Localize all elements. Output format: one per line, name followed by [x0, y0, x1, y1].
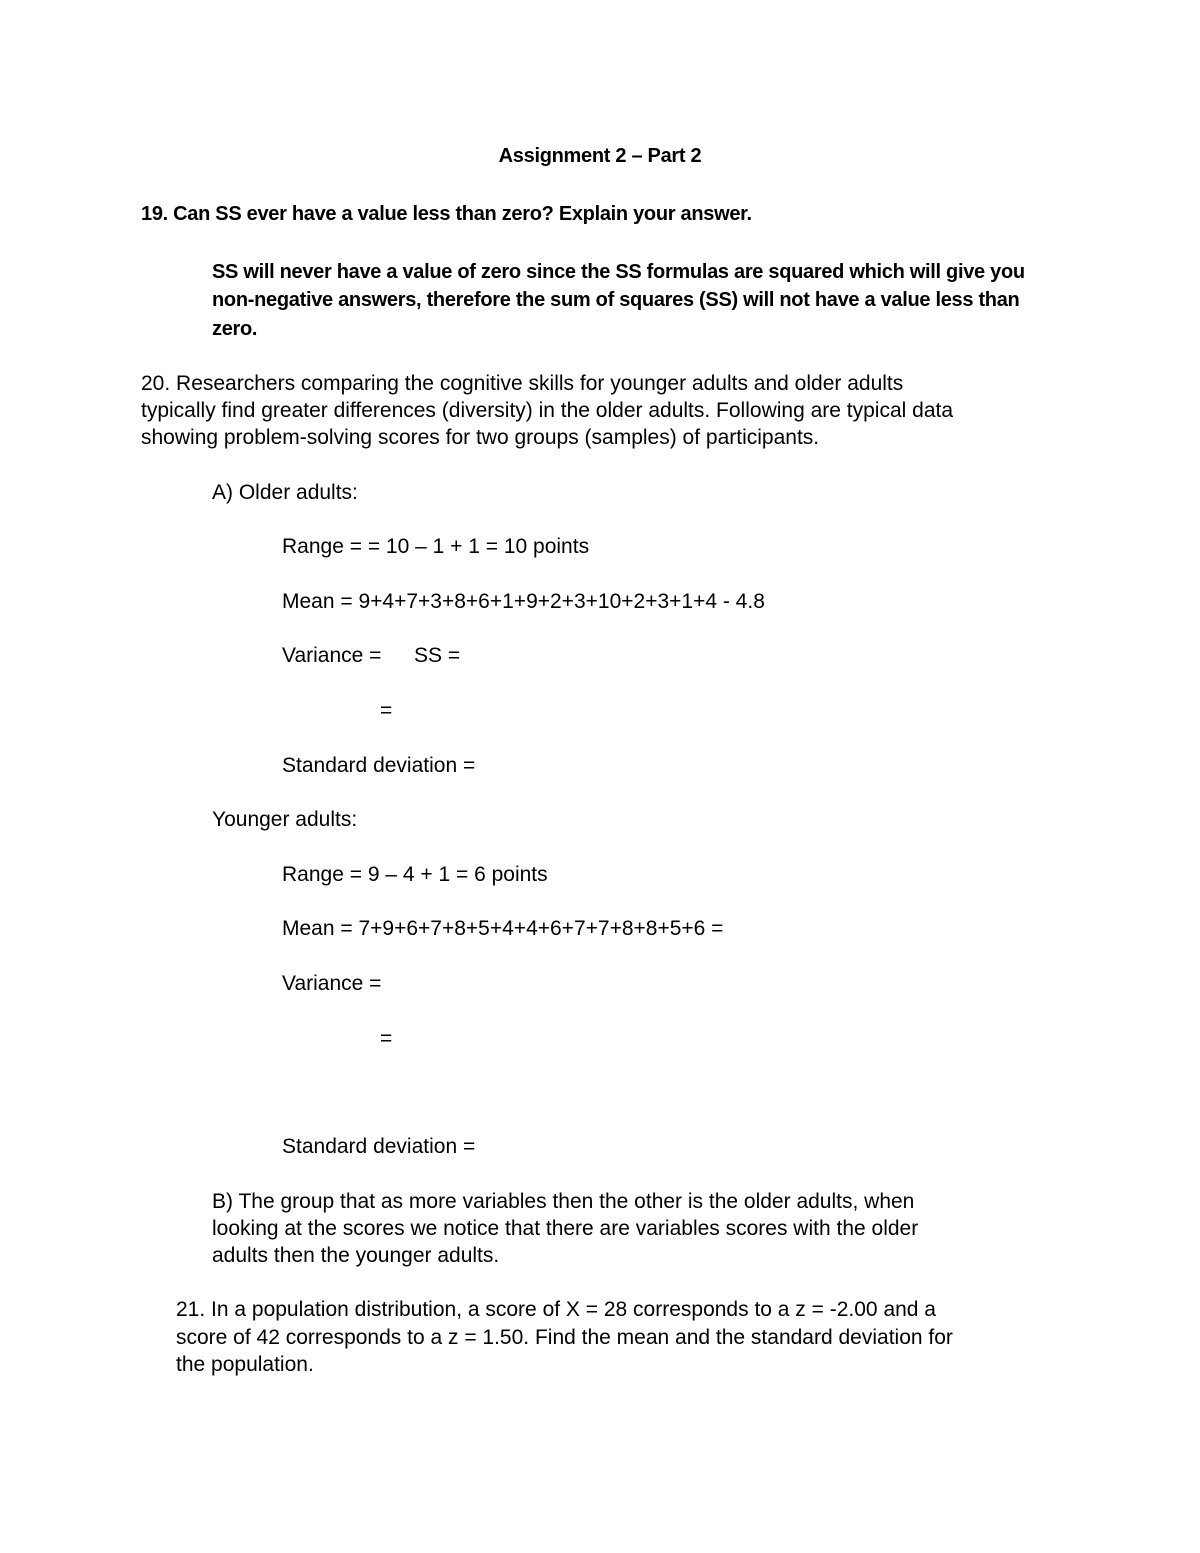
- younger-sd: Standard deviation =: [282, 1135, 476, 1158]
- older-ss-label: SS =: [414, 644, 461, 667]
- page-title: Assignment 2 – Part 2: [498, 145, 702, 167]
- answer-19-line-2: non-negative answers, therefore the sum of squares (SS) will not have a value less than: [212, 289, 1020, 311]
- question-21-line-3: the population.: [176, 1353, 314, 1376]
- question-21-line-1: 21. In a population distribution, a score of X = 28 corresponds to a z = -2.00 and a: [176, 1298, 936, 1321]
- question-20-line-1: 20. Researchers comparing the cognitive skills for younger adults and older adults: [141, 372, 904, 395]
- answer-19-line-1: SS will never have a value of zero since the SS formulas are squared which will give you: [212, 261, 1025, 283]
- part-b-line-3: adults then the younger adults.: [212, 1244, 500, 1267]
- question-19: 19. Can SS ever have a value less than zero? Explain your answer.: [141, 203, 752, 225]
- younger-mean: Mean = 7+9+6+7+8+5+4+4+6+7+7+8+8+5+6 =: [282, 917, 724, 940]
- answer-19-line-3: zero.: [212, 318, 258, 340]
- younger-equals: =: [380, 1027, 393, 1050]
- older-adults-heading: A) Older adults:: [212, 481, 358, 504]
- older-equals: =: [380, 699, 393, 722]
- younger-adults-heading: Younger adults:: [212, 808, 358, 831]
- younger-variance: Variance =: [282, 972, 382, 995]
- question-21-line-2: score of 42 corresponds to a z = 1.50. Find the mean and the standard deviation for: [176, 1326, 953, 1349]
- part-b-line-2: looking at the scores we notice that there are variables scores with the older: [212, 1217, 919, 1240]
- question-20-line-3: showing problem-solving scores for two groups (samples) of participants.: [141, 426, 820, 449]
- younger-range: Range = 9 – 4 + 1 = 6 points: [282, 863, 548, 886]
- question-20-line-2: typically find greater differences (diversity) in the older adults. Following are typical data: [141, 399, 954, 422]
- older-range: Range = = 10 – 1 + 1 = 10 points: [282, 535, 590, 558]
- older-sd: Standard deviation =: [282, 754, 476, 777]
- part-b-line-1: B) The group that as more variables then the other is the older adults, when: [212, 1190, 915, 1213]
- older-variance-label: Variance =: [282, 644, 382, 667]
- older-mean: Mean = 9+4+7+3+8+6+1+9+2+3+10+2+3+1+4 - 4.8: [282, 590, 765, 613]
